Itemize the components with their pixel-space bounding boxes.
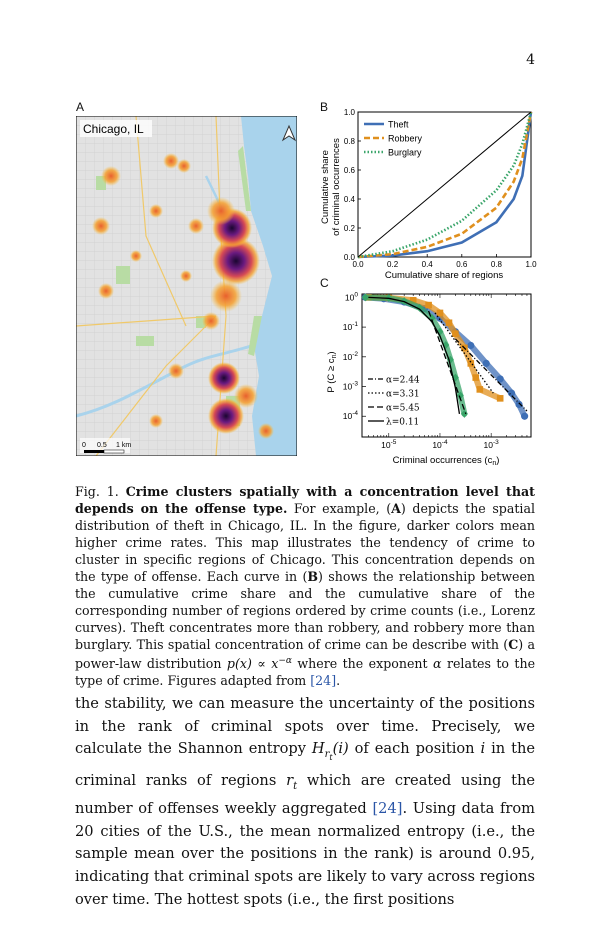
scale-label-km: 1 km bbox=[116, 442, 132, 449]
chart-c-legend-label: α=5.45 bbox=[386, 403, 420, 414]
chart-c-ylabel: P $(C \ge c_n)$ bbox=[326, 351, 338, 393]
map-city-label: Chicago, IL bbox=[83, 122, 144, 136]
chart-c-xtick-label: $10^{-5}$ bbox=[381, 439, 397, 450]
chart-c-ytick-label: $10^0$ bbox=[344, 291, 358, 303]
lorenz-chart bbox=[316, 102, 546, 282]
body-paragraph: the stability, we can measure the uncertainty of the positions in the rank of criminal spots over time. Precisely, we calculate the Shannon entropy $H_{r_t}(i)$ of each position i in the criminal ranks of regions $r_t$ which are created using the number of offenses weekly aggregated [24]. Using data from 20 cities of the U.S., the mean normalized entropy (i.e., the sample mean over the positions in the rank) is around 0.95, indicating that criminal spots are likely to vary across regions over time. The hottest spots (i.e., the first positions bbox=[75, 695, 535, 908]
chart-b-xtick-label: 0.6 bbox=[456, 260, 468, 269]
scale-label-half: 0.5 bbox=[97, 442, 107, 449]
chart-b-ytick-label: 1.0 bbox=[343, 108, 355, 117]
power-law-chart bbox=[316, 282, 546, 467]
chart-b-xtick-label: 0.8 bbox=[490, 260, 502, 269]
chart-b-legend-label-burglary: Burglary bbox=[388, 147, 422, 158]
chart-c-xtick-label: $10^{-3}$ bbox=[483, 439, 499, 450]
scale-label-0: 0 bbox=[82, 442, 86, 449]
chart-c-ytick-label: $10^{-2}$ bbox=[342, 350, 358, 362]
chart-b-series-equality bbox=[358, 112, 531, 257]
citation-link[interactable]: [24] bbox=[310, 673, 337, 689]
page-number: 4 bbox=[526, 52, 535, 68]
panel-label-a: A bbox=[76, 100, 85, 114]
panel-label-c: C bbox=[320, 276, 329, 290]
chart-c-legend-label: α=2.44 bbox=[386, 375, 420, 386]
chart-c-ytick-label: $10^{-4}$ bbox=[342, 410, 358, 422]
chart-b-legend-label-theft: Theft bbox=[388, 119, 409, 130]
chart-b-xtick-label: 1.0 bbox=[525, 260, 537, 269]
panel-label-b: B bbox=[320, 100, 329, 114]
chart-b-xtick-label: 0.0 bbox=[352, 260, 364, 269]
chart-b-ytick-label: 0.0 bbox=[343, 253, 355, 262]
chart-c-fit-line bbox=[435, 313, 493, 393]
chart-b-xtick-label: 0.2 bbox=[387, 260, 399, 269]
chart-b-ytick-label: 0.4 bbox=[343, 195, 355, 204]
chart-b-ylabel-line1: Cumulative share bbox=[320, 150, 331, 224]
chart-c-ytick-label: $10^{-3}$ bbox=[342, 380, 358, 392]
figure-caption: Fig. 1. Crime clusters spatially with a concentration level that depends on the offense type. For example, (A) depicts the spatial distribution of theft in Chicago, IL. In the figure, darker colors mean higher crime rates. This map illustrates the tendency of crime to cluster in specific regions of Chicago. This concentration depends on the type of offense. Each curve in (B) shows the relationship between the cumulative crime share and the cumulative share of the corresponding number of regions ordered by crime counts (i.e., Lorenz curves). Theft concentrates more than robbery, and robbery more than burglary. This spatial concentration of crime can be describe with (C) a power-law distribution $p(x) \propto x^{-\alpha}$ where the exponent α relates to the type of crime. Figures adapted from [24]. bbox=[75, 484, 536, 689]
chart-c-ytick-label: $10^{-1}$ bbox=[342, 321, 358, 333]
chart-b-xtick-label: 0.4 bbox=[421, 260, 433, 269]
chart-b-ytick-label: 0.2 bbox=[343, 224, 355, 233]
chart-b-ylabel-line2: of criminal occurrences bbox=[331, 138, 342, 236]
chart-c-frame bbox=[362, 294, 531, 437]
chart-c-legend-label: λ=0.11 bbox=[386, 417, 420, 428]
chart-c-xlabel: Criminal occurrences $(c_n)$ bbox=[392, 455, 500, 467]
chart-b-ytick-label: 0.8 bbox=[343, 137, 355, 146]
chart-b-ytick-label: 0.6 bbox=[343, 166, 355, 175]
crime-heat-map bbox=[76, 116, 297, 456]
chart-b-legend-label-robbery: Robbery bbox=[388, 133, 423, 144]
citation-link[interactable]: [24] bbox=[372, 800, 403, 818]
chart-c-xtick-label: $10^{-4}$ bbox=[432, 439, 448, 450]
chart-c-legend-label: α=3.31 bbox=[386, 389, 420, 400]
chart-b-xlabel: Cumulative share of regions bbox=[384, 270, 504, 281]
